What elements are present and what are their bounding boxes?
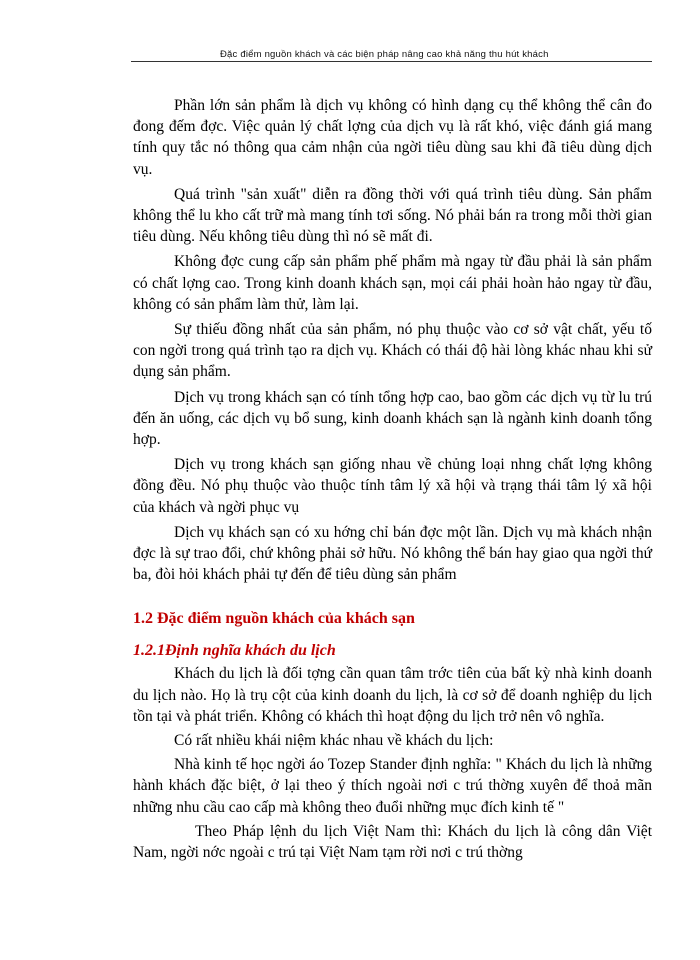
running-header: Đặc điểm nguồn khách và các biện pháp nâng cao khả năng thu hút khách [220,49,549,60]
paragraph-vietnam-ordinance: Theo Pháp lệnh du lịch Việt Nam thì: Khách du lịch là công dân Việt Nam, ngời nớc ngoài c trú tại Việt Nam tạm rời nơi c trú thờng [133,822,652,862]
paragraph-heterogeneity: Sự thiếu đồng nhất của sản phẩm, nó phụ thuộc vào cơ sở vật chất, yếu tố con ngời trong quá trình tạo ra dịch vụ. Khách có thái độ hài lòng khác nhau khi sử dụng sản phẩm. [133,321,652,381]
body-text [133,95,652,863]
paragraph-stander-definition: Nhà kinh tế học ngời áo Tozep Stander định nghĩa: " Khách du lịch là những hành khách đặc biệt, ở lại theo ý thích ngoài nơi c trú thờng xuyên để thoả mãn những nhu cầu cao cấp mà không theo đuổi những mục đích kinh tế " [133,756,652,816]
paragraph-comprehensive: Dịch vụ trong khách sạn có tính tổng hợp cao, bao gồm các dịch vụ từ lu trú đến ăn uống, các dịch vụ bổ sung, kinh doanh khách sạn là ngành kinh doanh tổng hợp. [133,388,652,449]
paragraph-intangibility: Phần lớn sản phẩm là dịch vụ không có hình dạng cụ thể không thể cân đo đong đếm đợc. Việc quản lý chất lợng của dịch vụ là rất khó, việc đánh giá mang tính quy tắc nó thông qua cảm nhận của ngời tiêu dùng sau khi đã tiêu dùng dịch vụ. [133,97,652,178]
section-heading: 1.2 Đặc điểm nguồn khách của khách sạn [133,610,415,628]
paragraph-many-concepts: Có rất nhiều khái niệm khác nhau về khách du lịch: [174,732,494,750]
paragraph-sold-once: Dịch vụ khách sạn có xu hớng chỉ bán đợc một lần. Dịch vụ mà khách nhận đợc là sự trao đổi, chứ không phải sở hữu. Nó không thể bán hay giao qua ngời thứ ba, đòi hỏi khách phải tự đến để tiêu dùng sản phẩm [133,523,652,584]
paragraph-no-defects: Không đợc cung cấp sản phẩm phế phẩm mà ngay từ đầu phải là sản phẩm có chất lợng cao. Trong kinh doanh khách sạn, mọi cái phải hoàn hảo ngay từ đầu, không có sản phẩm làm thử, làm lại. [133,253,652,313]
subsection-heading: 1.2.1Định nghĩa khách du lịch [133,642,336,660]
paragraph-uneven-quality: Dịch vụ trong khách sạn giống nhau về chủng loại nhng chất lợng không đồng đều. Nó phụ thuộc vào thuộc tính tâm lý xã hội và trạng thái tâm lý xã hội của khách và ngời phục vụ [133,456,652,516]
paragraph-simultaneity: Quá trình "sản xuất" diễn ra đồng thời với quá trình tiêu dùng. Sản phẩm không thể lu kho cất trữ mà mang tính tơi sống. Nó phải bán ra trong mỗi thời gian tiêu dùng. Nếu không tiêu dùng thì nó sẽ mất đi. [133,185,652,246]
header-rule [131,61,652,62]
paragraph-tourist-importance: Khách du lịch là đối tợng cần quan tâm trớc tiên của bất kỳ nhà kinh doanh du lịch nào. Họ là trụ cột của kinh doanh du lịch, là cơ sở để doanh nghiệp du lịch tồn tại và phát triển. Không có khách thì hoạt động du lịch trở nên vô nghĩa. [133,665,652,725]
